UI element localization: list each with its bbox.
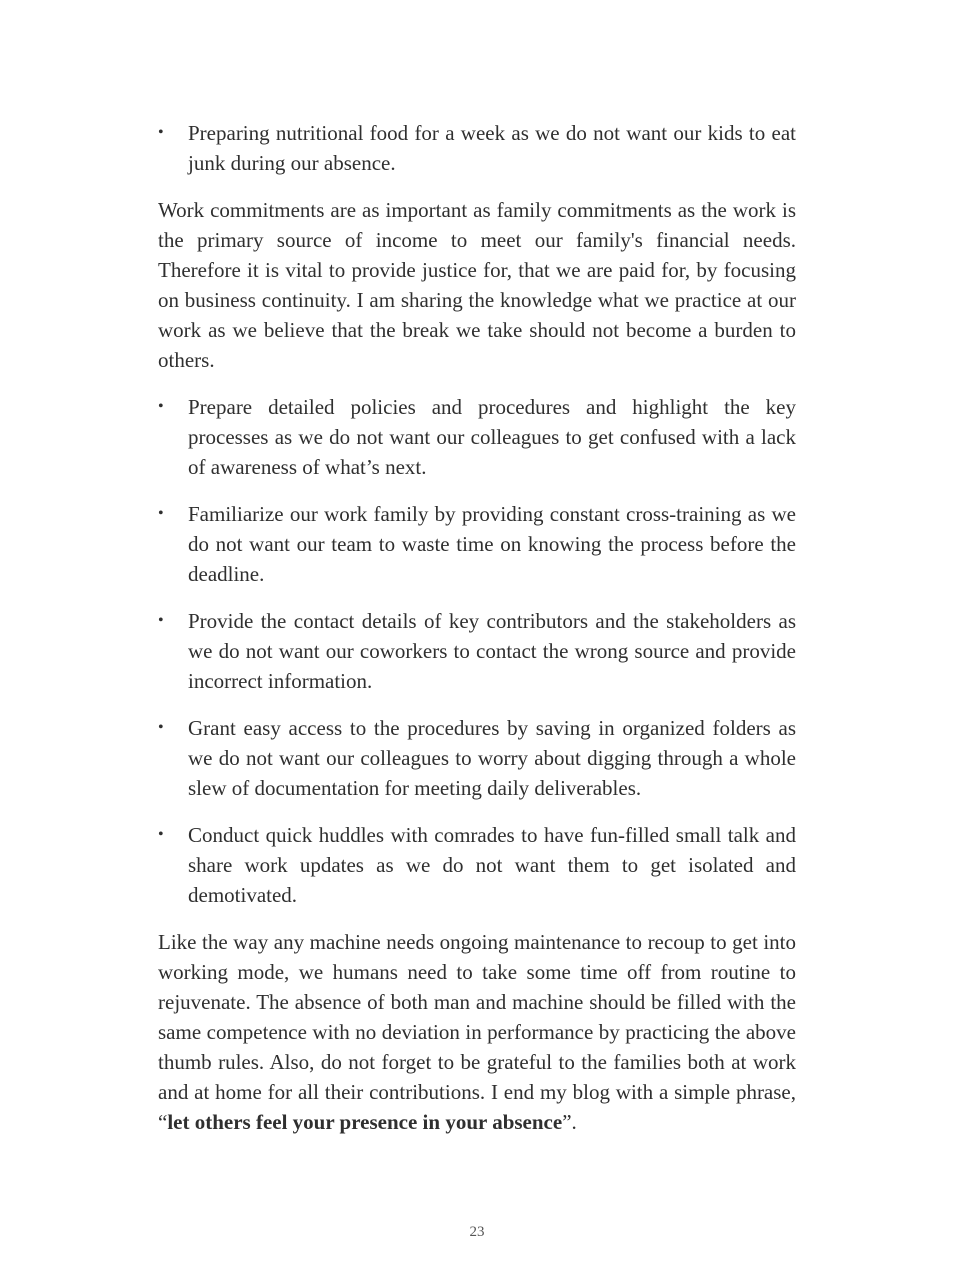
bullet-item-policies [158,392,796,482]
closing-quote: let others feel your presence in your absence [167,1110,563,1134]
bullet-item-cross-training [158,499,796,589]
bullet-icon: • [158,719,164,736]
page-number: 23 [469,1224,485,1240]
bullet-text: Prepare detailed policies and procedures and highlight the key processes as we do not want our colleagues to get confused with a lack of awareness of what’s next. [188,395,796,479]
bullet-text: Conduct quick huddles with comrades to have fun-filled small talk and share work updates as we do not want them to get isolated and demotivated. [188,823,796,907]
bullet-icon: • [158,612,164,629]
bullet-item-easy-access [158,713,796,803]
closing-end: ”. [562,1110,577,1134]
bullet-icon: • [158,826,164,843]
bullet-item-contact-details [158,606,796,696]
bullet-text: Provide the contact details of key contributors and the stakeholders as we do not want our coworkers to contact the wrong source and provide incorrect information. [188,609,796,693]
bullet-item-huddles [158,820,796,910]
closing-text: Like the way any machine needs ongoing maintenance to recoup to get into working mode, we humans need to take some time off from routine to rejuvenate. The absence of both man and machine should be filled with the same competence with no deviation in performance by practicing the above thumb rules. Also, do not forget to be grateful to the families both at work and at home for all their contributions. I end my blog with a simple phrase, “ [158,930,796,1134]
bullet-icon: • [158,124,164,141]
bullet-text: Familiarize our work family by providing constant cross-training as we do not want our team to waste time on knowing the process before the deadline. [188,502,796,586]
paragraph-work-commitments: Work commitments are as important as family commitments as the work is the primary source of income to meet our family's financial needs. Therefore it is vital to provide justice for, that we are paid for, by focusing on business continuity. I am sharing the knowledge what we practice at our work as we believe that the break we take should not become a burden to others. [158,198,796,372]
bullet-text: Grant easy access to the procedures by saving in organized folders as we do not want our colleagues to worry about digging through a whole slew of documentation for meeting daily deliverables. [188,716,796,800]
page-content [158,118,796,1154]
bullet-item-nutritional-food [158,118,796,178]
bullet-icon: • [158,398,164,415]
paragraph-closing [158,927,796,1137]
bullet-icon: • [158,505,164,522]
bullet-text: Preparing nutritional food for a week as we do not want our kids to eat junk during our absence. [188,121,796,175]
